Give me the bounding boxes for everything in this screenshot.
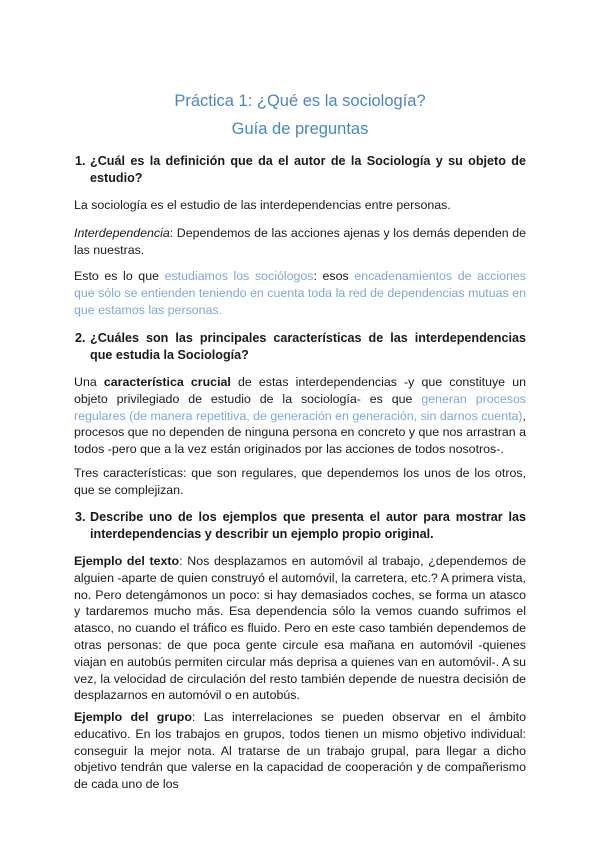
text-run: : Nos desplazamos en automóvil al trabajo, ¿dependemos de alguien -aparte de quien construyó el automóvil, la carretera, etc.? A primera vista, no. Pero detengámonos un poco: si hay demasiados coches, se forma un atasco y tardaremos mucho más. Esa dependencia sólo la vemos cuando sufrimos el atasco, no cuando el tráfico es fluido. Pero en este caso también dependemos de otras personas: de que poca gente circule esa mañana en automóvil -quienes viajan en autobús permiten circular más deprisa a quienes van en automóvil-. A su vez, la velocidad de circulación del resto también depende de nuestra decisión de desplazarnos en automóvil o en autobús. [74,554,526,703]
question-3-text: Describe uno de los ejemplos que presenta el autor para mostrar las interdependencias y describir un ejemplo propio original. [90,510,526,541]
question-3 [75,509,526,543]
text-run: Una [74,375,104,389]
interdependencia-term: Interdependencia [74,226,170,240]
page-subtitle: Guía de preguntas [231,120,369,138]
bold-run: Ejemplo del grupo [74,710,192,724]
question-2-text: ¿Cuáles son las principales características de las interdependencias que estudia la Sociología? [90,331,526,362]
question-2-number: 2. [75,331,86,345]
text-run: de estas interdependencias -y que constituye un objeto privilegiado de estudio de la sociología- es que [74,375,526,406]
text-run: : Las interrelaciones se pueden observar en el ámbito educativo. En los trabajos en grupos, todos tienen un mismo objetivo individual: conseguir la mejor nota. Al tratarse de un trabajo grupal, para llegar a dicho objetivo tendrán que valerse en la capacidad de cooperación y de compañerismo de cada uno de los [74,710,526,792]
question-1-number: 1. [75,154,86,168]
text-run: : esos [313,269,355,283]
question-3-number: 3. [75,510,86,524]
interdependencia-text: : Dependemos de las acciones ajenas y los demás dependen de las nuestras. [74,226,526,257]
bold-run: característica crucial [103,375,231,389]
paragraph-sociologos [74,268,526,318]
page-title: Práctica 1: ¿Qué es la sociología? [174,92,426,110]
paragraph-caracteristica [74,374,526,458]
paragraph-definition: La sociología es el estudio de las interdependencias entre personas. [74,198,451,212]
paragraph-ejemplo-grupo [74,709,526,793]
highlight-run: estudiamos los sociólogos [164,269,314,283]
paragraph-interdependencia [74,225,526,259]
highlight-run: encadenamientos de acciones que sólo se entienden teniendo en cuenta toda la red de dependencias mutuas en que estamos las personas. [74,269,526,317]
paragraph-ejemplo-texto [74,553,526,704]
paragraph-tres-caracteristicas: Tres características: que son regulares, que dependemos los unos de los otros, que se complejizan. [74,466,526,497]
question-1-text: ¿Cuál es la definición que da el autor de la Sociología y su objeto de estudio? [90,154,526,185]
bold-run: Ejemplo del texto [74,554,180,568]
text-run: , procesos que no dependen de ninguna persona en concreto y que nos arrastran a todos -pero que a la vez están originados por las acciones de todos nosotros-. [74,408,526,457]
question-2 [75,330,526,364]
highlight-run: generan procesos regulares (de manera repetitiva, de generación en generación, sin darnos cuenta) [74,391,526,423]
question-1 [75,153,526,187]
text-run: Esto es lo que [74,269,165,283]
